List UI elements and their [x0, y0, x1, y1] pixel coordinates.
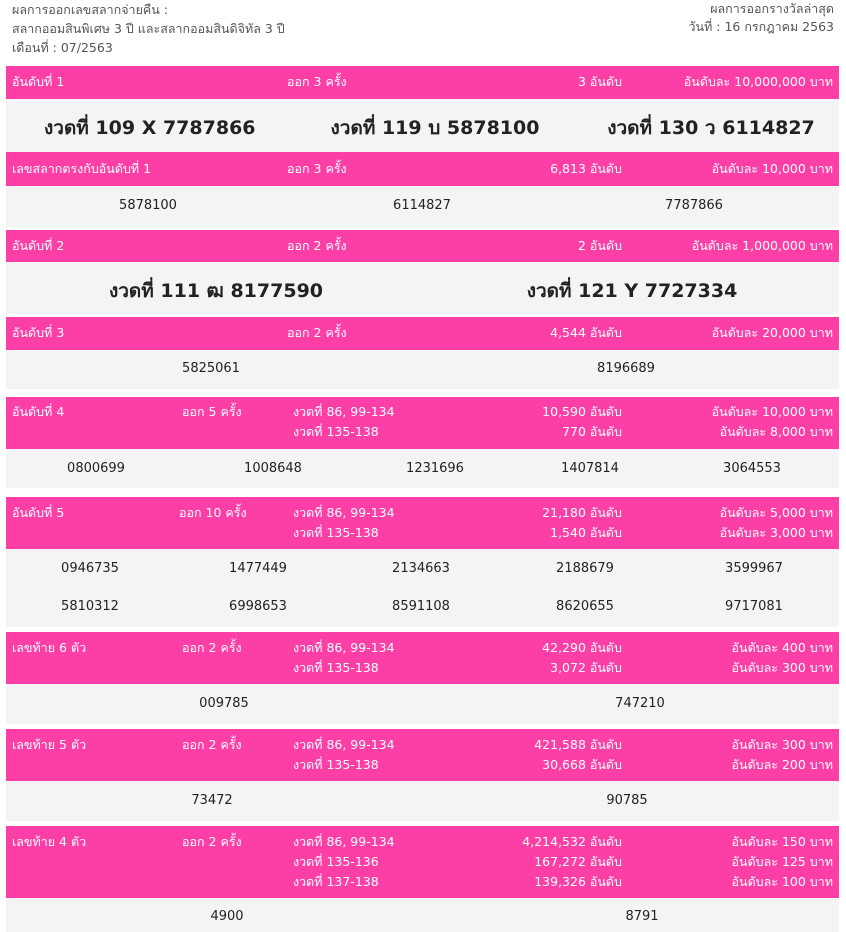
winning-number: 8196689 — [597, 361, 655, 376]
prize-amount: อันดับละ 125 บาท — [731, 854, 833, 869]
prize-count: 6,813 อันดับ — [550, 161, 622, 176]
prize-amount: อันดับละ 10,000 บาท — [711, 161, 833, 176]
prize-count: 30,668 อันดับ — [542, 757, 622, 772]
last4-header — [6, 826, 839, 898]
last5-numbers — [6, 781, 839, 821]
prize1-numbers — [6, 99, 839, 152]
prize-amount: อันดับละ 10,000 บาท — [711, 404, 833, 419]
prize-count: 1,540 อันดับ — [550, 525, 622, 540]
winning-number: 2188679 — [556, 561, 614, 576]
winning-number: 3064553 — [723, 461, 781, 476]
prize-count: 10,590 อันดับ — [542, 404, 622, 419]
winning-number: 8591108 — [392, 599, 450, 614]
prize-amount: อันดับละ 20,000 บาท — [711, 325, 833, 340]
prize-count: 139,326 อันดับ — [534, 874, 622, 889]
prize-amount: อันดับละ 1,000,000 บาท — [691, 238, 833, 253]
winning-number: 5878100 — [119, 198, 177, 213]
prize5-header — [6, 497, 839, 549]
winning-number: 1008648 — [244, 461, 302, 476]
period-range: งวดที่ 135-138 — [293, 424, 379, 439]
prize-label: อันดับที่ 1 — [12, 74, 65, 89]
prize-amount: อันดับละ 3,000 บาท — [719, 525, 833, 540]
header-right — [689, 0, 835, 36]
prize-amount: อันดับละ 10,000,000 บาท — [683, 74, 833, 89]
prize-count: 4,214,532 อันดับ — [522, 834, 622, 849]
prize-count: 4,544 อันดับ — [550, 325, 622, 340]
header-month: เดือนที่ : 07/2563 — [12, 40, 113, 55]
prize3-numbers — [6, 350, 839, 389]
prize-label: อันดับที่ 4 — [12, 404, 65, 419]
prize-label: เลขสลากตรงกับอันดับที่ 1 — [12, 161, 152, 176]
winning-number: 747210 — [615, 696, 665, 711]
period-range: งวดที่ 86, 99-134 — [293, 404, 395, 419]
winning-number: 6114827 — [393, 198, 451, 213]
last6-header — [6, 632, 839, 684]
winning-number: งวดที่ 109 X 7787866 — [44, 117, 256, 139]
winning-number: 0800699 — [67, 461, 125, 476]
header-subtitle: สลากออมสินพิเศษ 3 ปี และสลากออมสินดิจิทัล 3 ปี — [12, 21, 285, 36]
winning-number: 8620655 — [556, 599, 614, 614]
prize5-numbers — [6, 549, 839, 627]
draws-count: ออก 10 ครั้ง — [179, 505, 247, 520]
prize-label: เลขท้าย 4 ตัว — [12, 834, 87, 849]
prize-label: อันดับที่ 5 — [12, 505, 65, 520]
last5-header — [6, 729, 839, 781]
prize2-numbers — [6, 262, 839, 314]
prize3-header — [6, 317, 839, 350]
prize-amount: อันดับละ 400 บาท — [731, 640, 833, 655]
last4-numbers — [6, 898, 839, 932]
winning-number: งวดที่ 121 Y 7727334 — [526, 280, 738, 302]
period-range: งวดที่ 86, 99-134 — [293, 640, 395, 655]
draws-count: ออก 5 ครั้ง — [182, 404, 242, 419]
period-range: งวดที่ 86, 99-134 — [293, 505, 395, 520]
prize1-header — [6, 66, 839, 99]
prize-count: 421,588 อันดับ — [534, 737, 622, 752]
match1-header — [6, 152, 839, 186]
winning-number: 009785 — [199, 696, 249, 711]
winning-number: 2134663 — [392, 561, 450, 576]
prize-amount: อันดับละ 8,000 บาท — [719, 424, 833, 439]
winning-number: 7787866 — [665, 198, 723, 213]
period-range: งวดที่ 137-138 — [293, 874, 379, 889]
winning-number: งวดที่ 119 บ 5878100 — [330, 117, 540, 139]
prize2-header — [6, 230, 839, 262]
winning-number: 3599967 — [725, 561, 783, 576]
page-header — [0, 0, 846, 66]
prize-amount: อันดับละ 200 บาท — [731, 757, 833, 772]
winning-number: 5810312 — [61, 599, 119, 614]
period-range: งวดที่ 135-136 — [293, 854, 379, 869]
winning-number: 1231696 — [406, 461, 464, 476]
draws-count: ออก 3 ครั้ง — [287, 74, 347, 89]
period-range: งวดที่ 86, 99-134 — [293, 834, 395, 849]
prize-count: 42,290 อันดับ — [542, 640, 622, 655]
period-range: งวดที่ 135-138 — [293, 525, 379, 540]
period-range: งวดที่ 135-138 — [293, 660, 379, 675]
prize-label: เลขท้าย 6 ตัว — [12, 640, 87, 655]
match1-numbers — [6, 186, 839, 227]
winning-number: 8791 — [625, 909, 659, 924]
prize4-header — [6, 397, 839, 449]
period-range: งวดที่ 86, 99-134 — [293, 737, 395, 752]
prize-count: 3 อันดับ — [577, 74, 622, 89]
header-left — [12, 0, 285, 57]
prize-count: 2 อันดับ — [577, 238, 622, 253]
winning-number: 0946735 — [61, 561, 119, 576]
prize4-numbers — [6, 449, 839, 488]
draws-count: ออก 2 ครั้ง — [182, 640, 242, 655]
winning-number: 1407814 — [561, 461, 619, 476]
winning-number: 90785 — [606, 793, 648, 808]
winning-number: 1477449 — [229, 561, 287, 576]
latest-results-label: ผลการออกรางวัลล่าสุด — [710, 1, 834, 16]
prize-label: อันดับที่ 2 — [12, 238, 65, 253]
draws-count: ออก 2 ครั้ง — [182, 834, 242, 849]
winning-number: 9717081 — [725, 599, 783, 614]
prize-label: เลขท้าย 5 ตัว — [12, 737, 87, 752]
header-title: ผลการออกเลขสลากจ่ายคืน : — [12, 2, 168, 17]
prize-count: 21,180 อันดับ — [542, 505, 622, 520]
period-range: งวดที่ 135-138 — [293, 757, 379, 772]
draws-count: ออก 2 ครั้ง — [287, 238, 347, 253]
winning-number: 73472 — [191, 793, 233, 808]
draws-count: ออก 2 ครั้ง — [287, 325, 347, 340]
prize-count: 3,072 อันดับ — [550, 660, 622, 675]
latest-results-date: วันที่ : 16 กรกฎาคม 2563 — [688, 19, 834, 34]
winning-number: งวดที่ 130 ว 6114827 — [607, 117, 815, 139]
winning-number: 5825061 — [182, 361, 240, 376]
draws-count: ออก 2 ครั้ง — [182, 737, 242, 752]
winning-number: 6998653 — [229, 599, 287, 614]
winning-number: งวดที่ 111 ฒ 8177590 — [108, 280, 324, 302]
winning-number: 4900 — [210, 909, 244, 924]
draws-count: ออก 3 ครั้ง — [287, 161, 347, 176]
prize-amount: อันดับละ 300 บาท — [731, 737, 833, 752]
prize-amount: อันดับละ 100 บาท — [731, 874, 833, 889]
prize-label: อันดับที่ 3 — [12, 325, 65, 340]
prize-amount: อันดับละ 5,000 บาท — [719, 505, 833, 520]
prize-amount: อันดับละ 150 บาท — [731, 834, 833, 849]
prize-amount: อันดับละ 300 บาท — [731, 660, 833, 675]
prize-count: 770 อันดับ — [562, 424, 622, 439]
last6-numbers — [6, 684, 839, 724]
prize-count: 167,272 อันดับ — [534, 854, 622, 869]
